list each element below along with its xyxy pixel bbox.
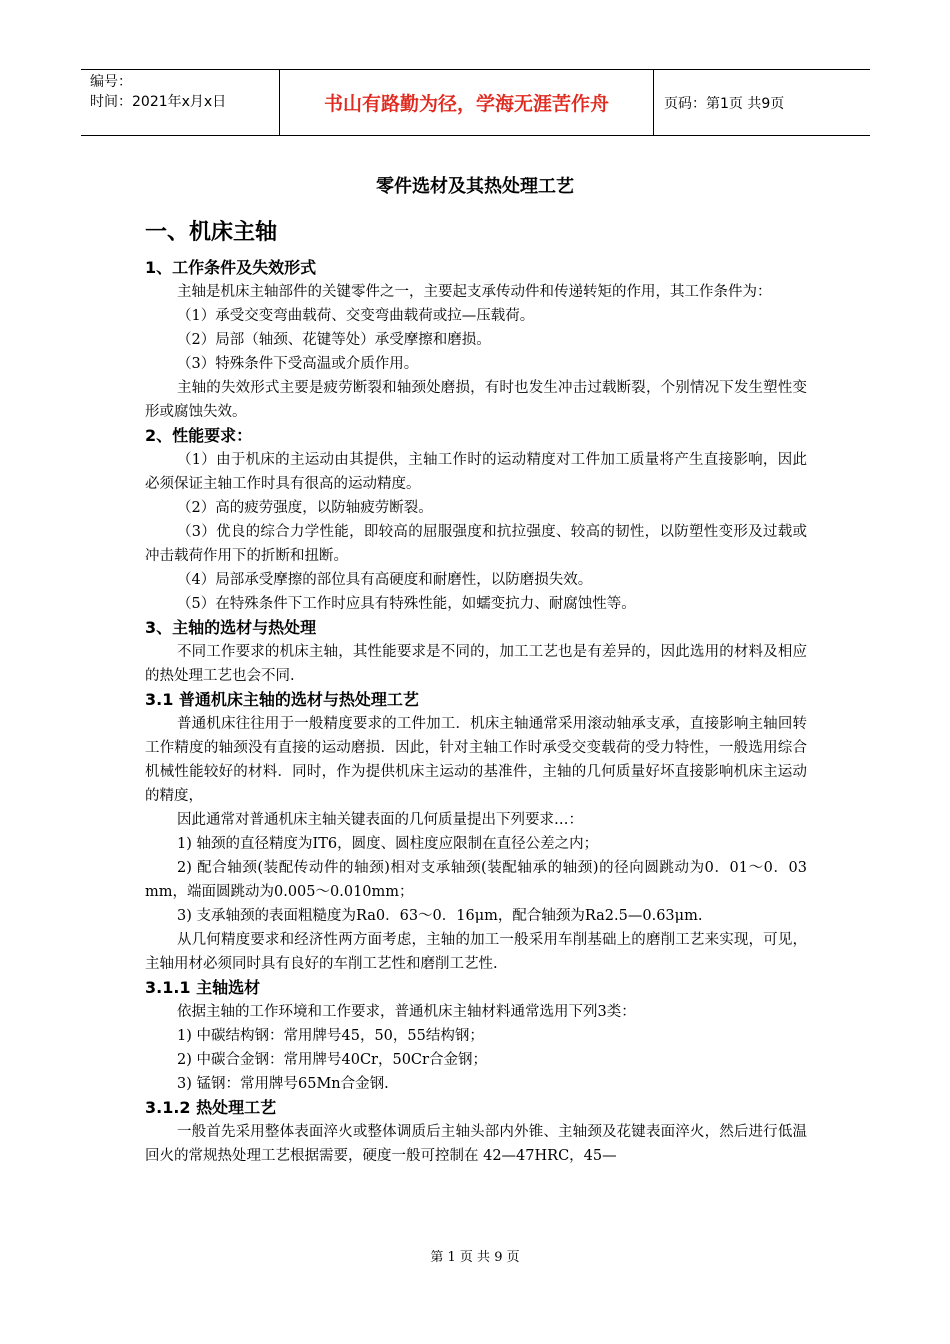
section-heading-spindle: 一、机床主轴 (145, 220, 278, 245)
heading-working-conditions: 1、工作条件及失效形式 (145, 258, 317, 277)
paragraph: 一般首先采用整体表面淬火或整体调质后主轴头部内外锥、主轴颈及花键表面淬火，然后进行低温回火的常规热处理工艺根据需要，硬度一般可控制在 42—47HRC，45— (145, 1124, 807, 1164)
heading-3-1: 3.1 普通机床主轴的选材与热处理工艺 (145, 690, 419, 709)
list-item: 2) 配合轴颈(装配传动件的轴颈)相对支承轴颈(装配轴承的轴颈)的径向圆跳动为0．01～0．03 mm，端面圆跳动为0.005～0.010mm； (145, 860, 807, 900)
page-footer: 第 1 页 共 9 页 (430, 1250, 520, 1265)
list-item: 3) 锰钢：常用牌号65Mn合金钢. (177, 1076, 389, 1092)
heading-3-1-2: 3.1.2 热处理工艺 (145, 1098, 277, 1117)
header-table (81, 69, 870, 136)
document-number: 编号： (90, 74, 132, 90)
header-info-cell (81, 70, 280, 135)
list-item: （3）优良的综合力学性能，即较高的屈服强度和抗拉强度、较高的韧性，以防塑性变形及过载或冲击载荷作用下的折断和扭断。 (145, 524, 807, 564)
list-item: 1) 轴颈的直径精度为IT6，圆度、圆柱度应限制在直径公差之内； (177, 836, 599, 852)
document-body (145, 212, 807, 1168)
document-title: 零件选材及其热处理工艺 (376, 176, 574, 197)
paragraph: 因此通常对普通机床主轴关键表面的几何质量提出下列要求…： (177, 812, 583, 828)
list-item: 3) 支承轴颈的表面粗糙度为Ra0．63～0．16μm，配合轴颈为Ra2.5—0.63μm. (177, 908, 703, 924)
list-item: （2）高的疲劳强度，以防轴疲劳断裂。 (177, 500, 433, 516)
header-page-number: 页码：第1页 共9页 (664, 95, 785, 112)
paragraph: 普通机床往往用于一般精度要求的工件加工．机床主轴通常采用滚动轴承支承，直接影响主轴回转工作精度的轴颈没有直接的运动磨损．因此，针对主轴工作时承受交变载荷的受力特性，一般选用综合机械性能较好的材料．同时，作为提供机床主运动的基准件，主轴的几何质量好坏直接影响机床主运动的精度， (145, 716, 807, 804)
paragraph: 主轴是机床主轴部件的关键零件之一，主要起支承传动件和传递转矩的作用，其工作条件为： (177, 284, 772, 300)
list-item: （4）局部承受摩擦的部位具有高硬度和耐磨性，以防磨损失效。 (177, 572, 593, 588)
paragraph: 依据主轴的工作环境和工作要求，普通机床主轴材料通常选用下列3类： (177, 1004, 636, 1020)
header-motto: 书山有路勤为径，学海无涯苦作舟 (280, 70, 654, 135)
list-item: 2) 中碳合金钢：常用牌号40Cr，50Cr合金钢； (177, 1052, 487, 1068)
list-item: （3）特殊条件下受高温或介质作用。 (177, 356, 419, 372)
list-item: （1）由于机床的主运动由其提供，主轴工作时的运动精度对工件加工质量将产生直接影响，因此必须保证主轴工作时具有很高的运动精度。 (145, 452, 807, 492)
paragraph: 从几何精度要求和经济性两方面考虑，主轴的加工一般采用车削基础上的磨削工艺来实现，可见，主轴用材必须同时具有良好的车削工艺性和磨削工艺性. (145, 932, 807, 972)
heading-performance: 2、性能要求： (145, 426, 253, 445)
paragraph: 不同工作要求的机床主轴，其性能要求是不同的，加工工艺也是有差异的，因此选用的材料及相应的热处理工艺也会不同. (145, 644, 807, 684)
list-item: （1）承受交变弯曲载荷、交变弯曲载荷或拉—压载荷。 (177, 308, 535, 324)
heading-3-1-1: 3.1.1 主轴选材 (145, 978, 261, 997)
list-item: （2）局部（轴颈、花键等处）承受摩擦和磨损。 (177, 332, 491, 348)
list-item: （5）在特殊条件下工作时应具有特殊性能，如蠕变抗力、耐腐蚀性等。 (177, 596, 636, 612)
paragraph: 主轴的失效形式主要是疲劳断裂和轴颈处磨损，有时也发生冲击过载断裂，个别情况下发生塑性变形或腐蚀失效。 (145, 380, 807, 420)
document-date: 时间：2021年x月x日 (90, 94, 227, 110)
list-item: 1) 中碳结构钢：常用牌号45，50，55结构钢； (177, 1028, 484, 1044)
heading-material-selection: 3、主轴的选材与热处理 (145, 618, 317, 637)
